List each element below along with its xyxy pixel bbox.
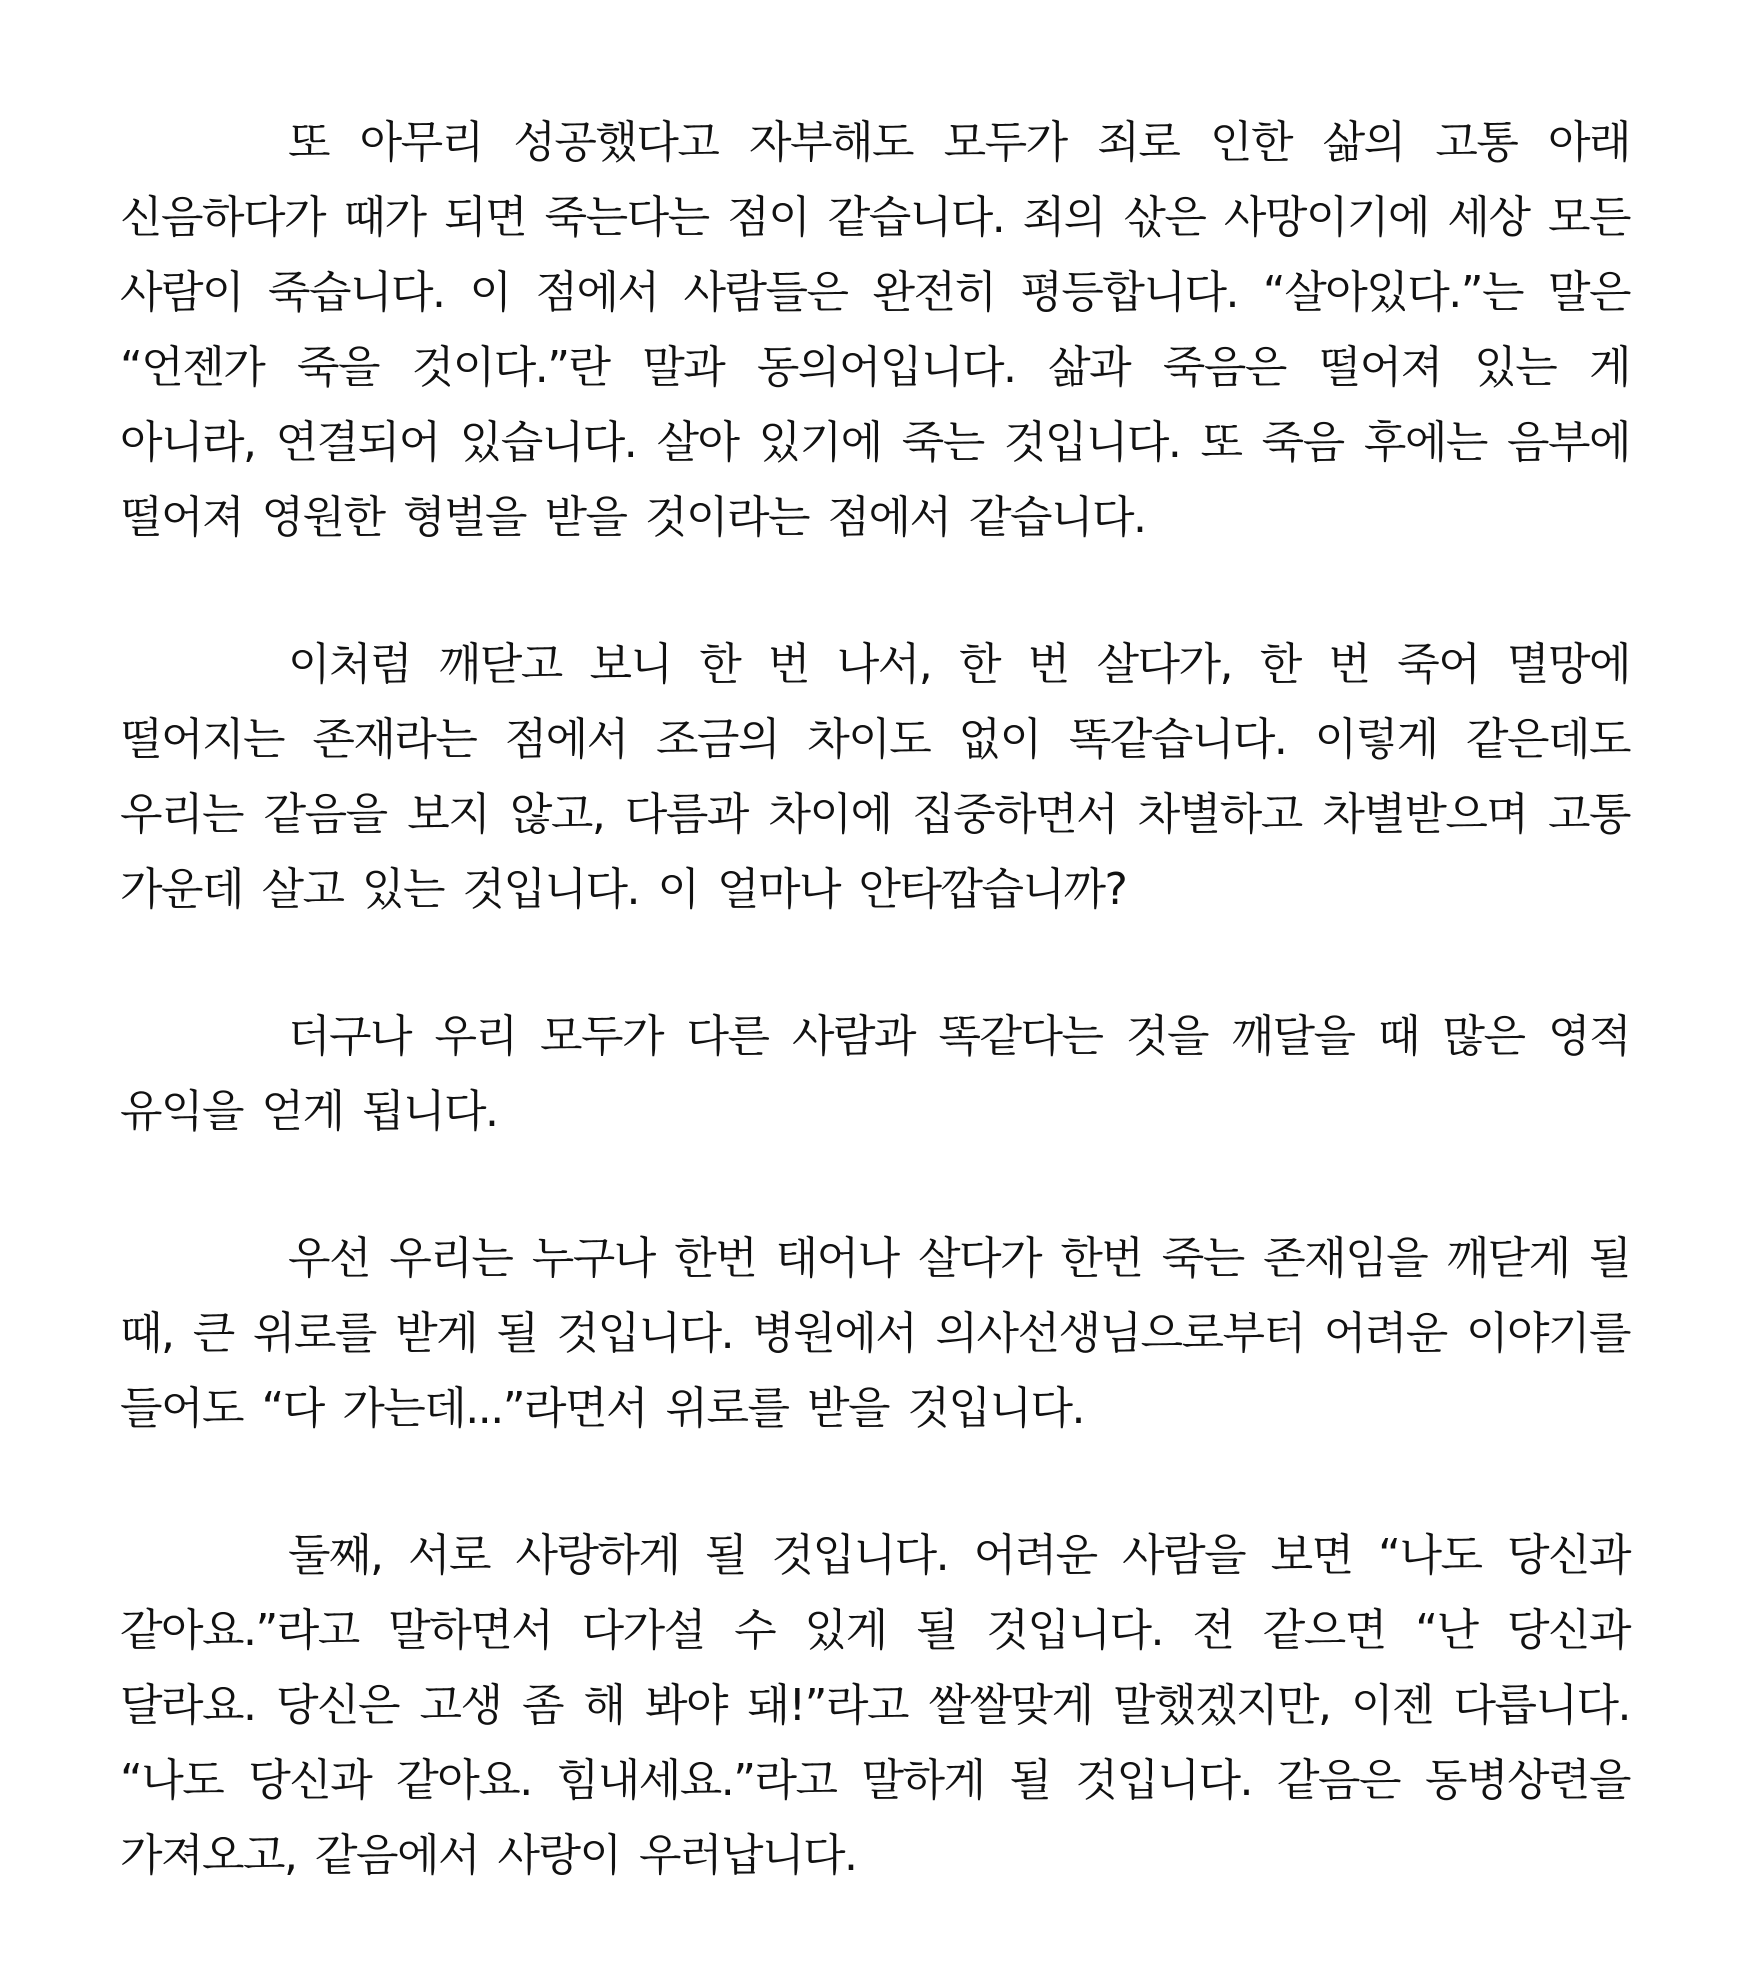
paragraph-1: 또 아무리 성공했다고 자부해도 모두가 죄로 인한 삶의 고통 아래 신음하다가 때가 되면 죽는다는 점이 같습니다. 죄의 삯은 사망이기에 세상 모든 사람이 죽습니다. 이 점에서 사람들은 완전히 평등합니다. “살아있다.”는 말은 “언젠가 죽을 것이다.”란 말과 동의어입니다. 삶과 죽음은 떨어져 있는 게 아니라, 연결되어 있습니다. 살아 있기에 죽는 것입니다. 또 죽음 후에는 음부에 떨어져 영원한 형벌을 받을 것이라는 점에서 같습니다. <box>120 117 1630 543</box>
document-page <box>120 105 1630 1893</box>
paragraph-4: 우선 우리는 누구나 한번 태어나 살다가 한번 죽는 존재임을 깨닫게 될 때, 큰 위로를 받게 될 것입니다. 병원에서 의사선생님으로부터 어려운 이야기를 들어도 “다 가는데...”라면서 위로를 받을 것입니다. <box>120 1233 1630 1434</box>
paragraph-5: 둘째, 서로 사랑하게 될 것입니다. 어려운 사람을 보면 “나도 당신과 같아요.”라고 말하면서 다가설 수 있게 될 것입니다. 전 같으면 “난 당신과 달라요. 당신은 고생 좀 해 봐야 돼!”라고 쌀쌀맞게 말했겠지만, 이젠 다릅니다. “나도 당신과 같아요. 힘내세요.”라고 말하게 될 것입니다. 같음은 동병상련을 가져오고, 같음에서 사랑이 우러납니다. <box>120 1530 1630 1881</box>
paragraph-3: 더구나 우리 모두가 다른 사람과 똑같다는 것을 깨달을 때 많은 영적 유익을 얻게 됩니다. <box>120 1011 1630 1137</box>
paragraph-2: 이처럼 깨닫고 보니 한 번 나서, 한 번 살다가, 한 번 죽어 멸망에 떨어지는 존재라는 점에서 조금의 차이도 없이 똑같습니다. 이렇게 같은데도 우리는 같음을 보지 않고, 다름과 차이에 집중하면서 차별하고 차별받으며 고통 가운데 살고 있는 것입니다. 이 얼마나 안타깝습니까? <box>120 639 1630 915</box>
